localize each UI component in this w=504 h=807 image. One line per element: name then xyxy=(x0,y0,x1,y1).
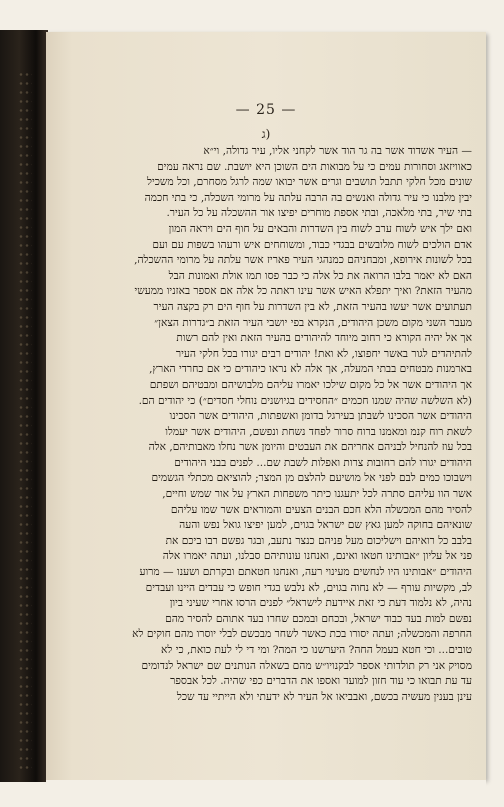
page-number: — 25 — xyxy=(235,102,297,118)
text-line: החרפה והמכשלה; ועתה יסורו בכת כאשר לשחר מבכשם לבלי יוסרו מהם חוקים לא xyxy=(132,628,472,641)
text-line: לב, מקשיות עורף — לא נחוה בגוים, לא נלבש בגדי חופש כי עבדים היינו ועבדים xyxy=(145,581,472,594)
text-line: היהודים ״אבותינו היו לנחשים מעינוי רעה, ואנחנו חטאתם ובקרתם ושענו — מרוע xyxy=(139,566,472,579)
text-line: נפשם למות בעד כבוד ישראל, ובכחם ובמכם שחרו בעד אתוהם להסיר מהם xyxy=(165,612,472,625)
text-line: מסויק אני רק תולדותי אספר לבקנויו״ש מהם בשאלה הנותנים שם ישראל לנדומים xyxy=(141,659,472,672)
text-line: להתיהדים לגור באשר יחפוצו, לא ואת! יהודים רבים יגורו בכל חלקי העיר xyxy=(175,347,472,360)
page-bottom-margin xyxy=(46,780,486,807)
text-line: שונים מכל חלקי תתבל תושבים וגרים אשר יבואו שמה לרגל מסחרם, וכל משכיל xyxy=(147,176,472,189)
text-line: אשר הוו עליהם סתרה לכל יתעגנו כיתר משפחות הארץ על אור שמש וחיים, xyxy=(162,488,472,501)
text-line: ואם ילך איש לשוח ערב לשוח בין השדרות והבאים על חוף הים ויראה המון xyxy=(168,222,472,235)
text-line: — העיר אשדוד אשר בה גר הוד אשר לקחני אליו, עיר גדולה, וי״א xyxy=(203,145,472,157)
text-line: יבין מלבנו כי עיר גדולה ואנשים בה הרבה עלתה על מרומי השכלה, כי בתי חכמה xyxy=(144,191,472,204)
text-line: טובים... וכי חטא בעמל החה? היערשנו כי המה? ומי די לי לעת כואת, כי לא xyxy=(161,644,472,656)
text-line: פני אל עליון ״אבותינו חטאו ואינם, ואנחנו עונותיהם סבלנו, ועתה יאמרו אלה xyxy=(162,550,472,563)
text-line: היהודים אשר הסכינו לשבתן בעירגל בדומן ואשפתות, היהודים אשר הסכינו xyxy=(169,410,472,423)
text-line: מעבר השני מקום משכן היהודים, הנקרא בפי יושבי העיר הזאת ב״גדרות הצאן״ xyxy=(154,316,472,329)
text-line: אך אל יהיה הקורא כי רחוב מיוחד להיהודים בהעיר הזאת ואין להם רשות xyxy=(176,332,472,345)
text-line: בלבב כל רואיהם וישליכום מעל פניהם כנצר נתעב, ובגר גפשם רבו ביכם את xyxy=(165,534,472,547)
body-text xyxy=(74,144,472,705)
book-page xyxy=(46,32,486,780)
text-line: בכל לשונות אירופא, ומבחניהם כמנהגי העיר פאריז אשר עלתה על מרומי ההשכלה, xyxy=(134,254,472,267)
text-line: אדם הולכים לשוח מלובשים בבגדי כבוד, ומשוחחים איש ורעהו בשפות עם ועם xyxy=(152,238,472,251)
text-line: האם לא יאמר בלבו הרואה את כל אלה כי כבר פסו תמו אולת ואמונות הבל xyxy=(168,269,472,282)
text-line: בארמנות מבטחים בבתי המעלה, אך אלה לא נראו כיהודים כי אם כחרדי הארץ, xyxy=(149,363,472,376)
text-line: עינן בענין מעשיה בכשם, ואבביאו אל העיר לא ידעתי ולא הייתיי עד שכל xyxy=(176,690,472,703)
binding-texture xyxy=(18,70,32,770)
text-line: שונאיהם בחוקה למען גאץ שם ישראל בגוים, למען יפיצו גואל נפש והעה xyxy=(179,519,472,532)
text-line: עד עת תבואו כי עוד חזון למועד ואספו את הדברים כפי שהיה. לכל אבספר xyxy=(170,675,472,688)
text-line: בכל עוז להנחיל לבניהם אחריהם את העבטים והיומן אשר נחלו מאבותיהם, אלה xyxy=(148,441,472,454)
text-line: היהודים יגורו להם רחובות צרות ואפלות לשבת שם... לפנים בבני היהודים xyxy=(174,456,472,469)
text-line: אך היהודים אשר אל כל מקום שילכו יאמרו עליהם מלבושיהם ומבטיהם ושפתם xyxy=(149,378,472,391)
text-line: להסיר מהם המכשלה הלא חכם הבנים הצעים והמוראים אשר שמו עליהם xyxy=(170,503,472,516)
section-marker: ג) xyxy=(261,127,271,141)
text-line: נהיה, לא נלמוד דעת כי זאת איידעת לישראל״ לפנים הרסו אחרי שעיני ביון xyxy=(169,597,472,610)
text-line: מהעיר הזאת? ואיך יתפלא האיש אשר עינו ראתה כל אלה אם אספר באזניו ממעשי xyxy=(134,285,472,298)
text-line: (לא השלשה שהיה שמנו חכמים ״החסידים בגיושנים נוחלי חסדים״) כי יהודים הם. xyxy=(138,394,472,407)
text-line: לשאת רוח קנמ ומאמנו ברוח סרור לפחד נשחת ונפשם, היהודים אשר יעמלו xyxy=(165,425,472,438)
text-line: תעתועים אשר יעשו בהעיר הזאת, לא בין השדרות על חוף הים רק בקצה העיר xyxy=(153,300,472,313)
text-line: כאוויזאג וסחורות עמים כי על מבואות הים השוכן היא יושבת. שם נראה עמים xyxy=(157,160,472,173)
book-binding-edge xyxy=(0,30,48,782)
text-line: בתי שיר, בתי מלאכה, ובתי אספת מוחרים יפיצו אור ההשכלה על כל העיר. xyxy=(166,207,472,220)
text-line: וישבוכו כמים לבם לפני אל מושיעם להלצם מן המצר; להוציאם מכתלי הגשמים xyxy=(151,472,472,485)
